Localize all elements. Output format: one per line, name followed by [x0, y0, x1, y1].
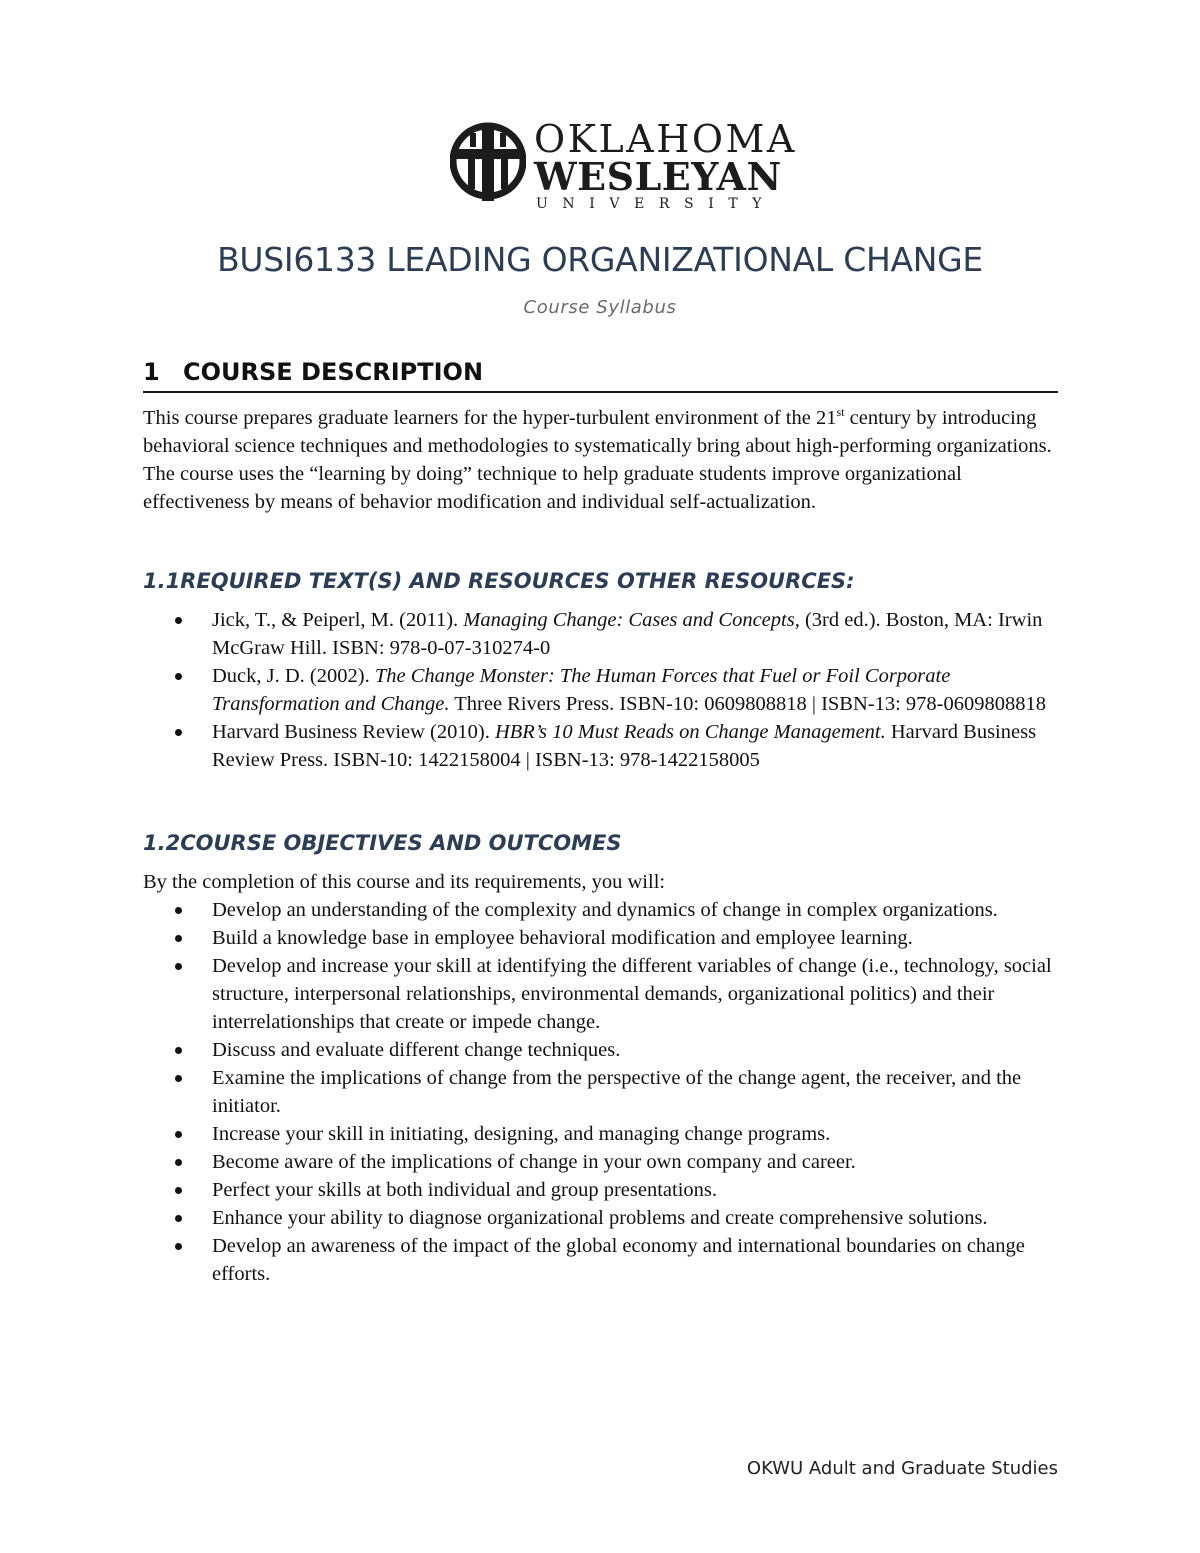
- bullet-icon: [175, 907, 182, 914]
- citation-title: The Change Monster: The Human Forces that Fuel or Foil Corporate Transformation and Change.: [212, 665, 951, 715]
- list-item: [143, 896, 1063, 924]
- list-item: [143, 606, 1063, 662]
- okwu-cross-emblem-icon: [450, 119, 526, 203]
- citation-publisher: (3rd ed.). Boston, MA: Irwin McGraw Hill. ISBN: 978-0-07-310274-0: [212, 609, 1043, 659]
- bullet-icon: [175, 1243, 182, 1250]
- section-heading-text: COURSE DESCRIPTION: [183, 358, 484, 386]
- objective-text: Develop an awareness of the impact of the global economy and international boundaries on change efforts.: [212, 1235, 1025, 1285]
- bullet-icon: [175, 963, 182, 970]
- citation-author: Jick, T., & Peiperl, M. (2011).: [212, 609, 464, 631]
- citation-author: Harvard Business Review (2010).: [212, 721, 495, 743]
- list-item: [143, 1204, 1063, 1232]
- objective-text: Become aware of the implications of change in your own company and career.: [212, 1151, 856, 1173]
- bullet-icon: [175, 1131, 182, 1138]
- citation-title: Managing Change: Cases and Concepts,: [463, 609, 800, 631]
- bullet-icon: [175, 729, 182, 736]
- objective-text: Build a knowledge base in employee behavioral modification and employee learning.: [212, 927, 913, 949]
- subsection-heading-text: COURSE OBJECTIVES AND OUTCOMES: [180, 831, 622, 855]
- list-item: [143, 662, 1063, 718]
- required-texts-list: [143, 606, 1063, 774]
- bullet-icon: [175, 673, 182, 680]
- objective-text: Examine the implications of change from the perspective of the change agent, the receiver, and the initiator.: [212, 1067, 1022, 1117]
- citation-publisher: Harvard Business Review Press. ISBN-10: 1422158004 | ISBN-13: 978-1422158005: [212, 721, 1037, 771]
- document-subtitle: Course Syllabus: [523, 297, 677, 318]
- subsection-number: 1.1: [143, 569, 181, 593]
- logo-wesleyan-text: WESLEYAN: [534, 154, 782, 199]
- objectives-list: [143, 896, 1063, 1288]
- objective-text: Perfect your skills at both individual and group presentations.: [212, 1179, 718, 1201]
- logo-university-text: UNIVERSITY: [536, 196, 777, 212]
- citation-author: Duck, J. D. (2002).: [212, 665, 375, 687]
- course-description-paragraph: [143, 404, 1063, 516]
- objective-text: Enhance your ability to diagnose organizational problems and create comprehensive solutions.: [212, 1207, 988, 1229]
- section-number: 1: [143, 358, 160, 386]
- document-title: BUSI6133 LEADING ORGANIZATIONAL CHANGE: [217, 240, 983, 279]
- list-item: [143, 718, 1063, 774]
- objective-text: Increase your skill in initiating, designing, and managing change programs.: [212, 1123, 831, 1145]
- bullet-icon: [175, 1159, 182, 1166]
- bullet-icon: [175, 1187, 182, 1194]
- description-text-part2: century by introducing behavioral science techniques and methodologies to systematically bring about high-performing organizations. The course uses the “learning by doing” technique to help graduate students improve organizational effectiveness by means of behavior modification and individual self-actualization.: [143, 407, 1052, 513]
- university-logo: [450, 117, 797, 212]
- list-item: [143, 1176, 1063, 1204]
- subsection-heading-text: REQUIRED TEXT(S) AND RESOURCES OTHER RESOURCES:: [180, 569, 855, 593]
- subsection-number: 1.2: [143, 831, 181, 855]
- list-item: [143, 1036, 1063, 1064]
- description-superscript: st: [836, 405, 845, 419]
- section-heading-course-description: [143, 355, 1058, 393]
- page-footer: OKWU Adult and Graduate Studies: [746, 1458, 1058, 1479]
- bullet-icon: [175, 1215, 182, 1222]
- bullet-icon: [175, 617, 182, 624]
- objective-text: Discuss and evaluate different change techniques.: [212, 1039, 621, 1061]
- objectives-intro: By the completion of this course and its requirements, you will:: [143, 871, 666, 893]
- bullet-icon: [175, 935, 182, 942]
- list-item: [143, 1064, 1063, 1120]
- bullet-icon: [175, 1075, 182, 1082]
- section-heading-objectives: [143, 829, 622, 857]
- list-item: [143, 952, 1063, 1036]
- objective-text: Develop and increase your skill at identifying the different variables of change (i.e., technology, social structure, interpersonal relationships, environmental demands, organizational politics) and their interrelationships that create or impede change.: [212, 955, 1052, 1033]
- list-item: [143, 1232, 1063, 1288]
- list-item: [143, 924, 1063, 952]
- bullet-icon: [175, 1047, 182, 1054]
- citation-title: HBR’s 10 Must Reads on Change Management.: [494, 721, 886, 743]
- objective-text: Develop an understanding of the complexity and dynamics of change in complex organizations.: [212, 899, 998, 921]
- section-heading-required-texts: [143, 567, 855, 595]
- description-text-part1: This course prepares graduate learners for the hyper-turbulent environment of the 21: [143, 407, 837, 429]
- list-item: [143, 1148, 1063, 1176]
- citation-publisher: Three Rivers Press. ISBN-10: 0609808818 | ISBN-13: 978-0609808818: [449, 693, 1046, 715]
- logo-oklahoma-text: OKLAHOMA: [534, 117, 797, 161]
- list-item: [143, 1120, 1063, 1148]
